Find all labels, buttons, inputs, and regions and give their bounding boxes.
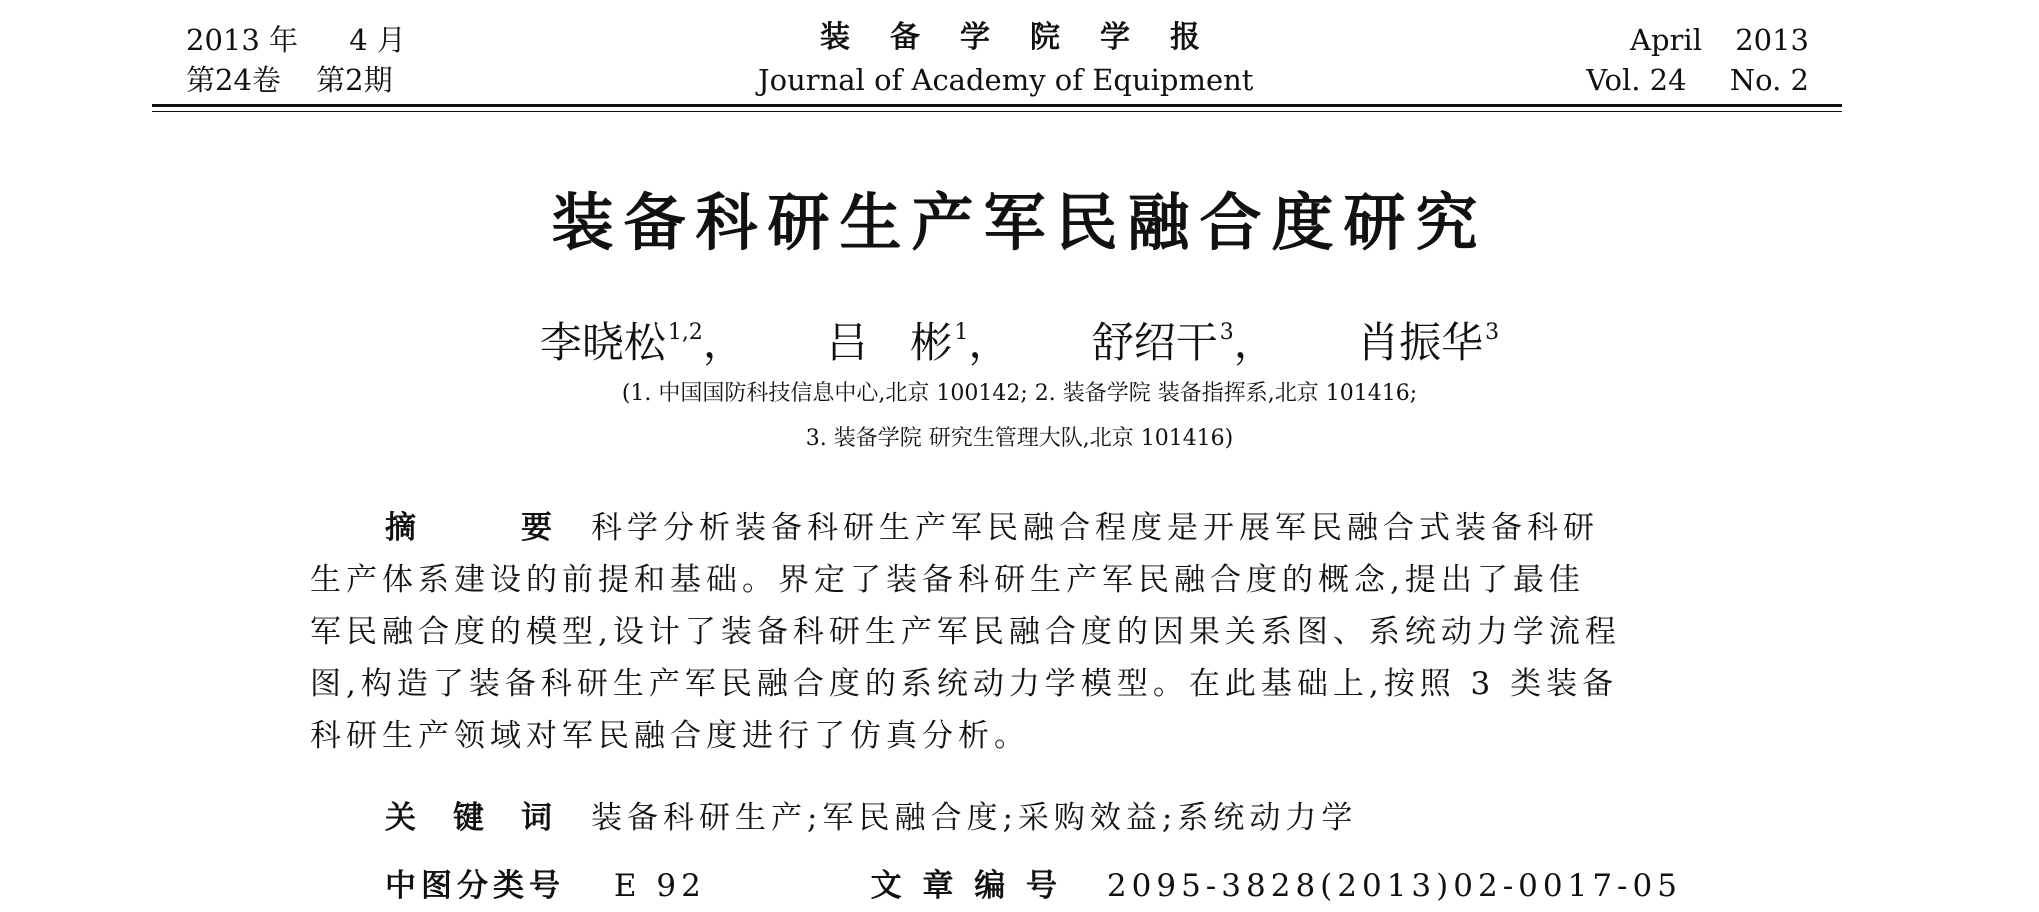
header-volume: 第24卷 bbox=[186, 63, 281, 97]
author-separator: ， bbox=[968, 318, 1011, 367]
author-affiliation-mark: 1,2 bbox=[667, 320, 703, 345]
abstract-line: 军民融合度的模型,设计了装备科研生产军民融合度的因果关系图、系统动力学流程 bbox=[310, 614, 1621, 650]
author-affiliation-mark: 3 bbox=[1219, 320, 1234, 345]
header-rule-thin bbox=[152, 111, 1842, 112]
abstract-line: 图,构造了装备科研生产军民融合度的系统动力学模型。在此基础上,按照 3 类装备 bbox=[310, 666, 1619, 702]
author-affiliation-mark: 1 bbox=[954, 320, 969, 345]
journal-name-cn: 装备学院学报 bbox=[820, 20, 1240, 55]
author-separator: ， bbox=[702, 318, 745, 367]
header-month: 4 月 bbox=[349, 23, 406, 57]
header-month-en: April bbox=[1630, 23, 1702, 57]
author-name: 肖振华 bbox=[1357, 318, 1484, 367]
clc-value: E 92 bbox=[613, 868, 706, 904]
keywords-line bbox=[385, 792, 1357, 844]
header-year-en: 2013 bbox=[1735, 23, 1809, 57]
keywords-text: 装备科研生产;军民融合度;采购效益;系统动力学 bbox=[591, 800, 1358, 836]
header-vol-en: Vol. 24 bbox=[1586, 63, 1687, 97]
journal-name-en: Journal of Academy of Equipment bbox=[758, 63, 1254, 97]
header-no-en: No. 2 bbox=[1729, 63, 1809, 97]
author-name: 李晓松 bbox=[539, 318, 666, 367]
abstract-label: 摘 要 bbox=[385, 510, 555, 546]
article-number-label: 文 章 编 号 bbox=[870, 868, 1063, 904]
author-list bbox=[0, 305, 2039, 371]
abstract-line: 生产体系建设的前提和基础。界定了装备科研生产军民融合度的概念,提出了最佳 bbox=[310, 562, 1585, 598]
classification-line bbox=[385, 860, 1682, 912]
clc-label: 中图分类号 bbox=[385, 868, 565, 904]
affiliation-line: (1. 中国国防科技信息中心,北京 100142; 2. 装备学院 装备指挥系,北京 101416; bbox=[621, 381, 1418, 406]
author-affiliation-mark: 3 bbox=[1485, 320, 1500, 345]
keywords-label: 关 键 词 bbox=[385, 800, 555, 836]
article-number-value: 2095-3828(2013)02-0017-05 bbox=[1106, 868, 1682, 904]
header-volume-en bbox=[1586, 62, 1809, 98]
author-name: 吕 彬 bbox=[826, 318, 953, 367]
header-volume-issue bbox=[186, 62, 393, 98]
author-name: 舒绍干 bbox=[1091, 318, 1218, 367]
paper-title: 装备科研生产军民融合度研究 bbox=[551, 186, 1488, 259]
header-date-en bbox=[1630, 22, 1809, 58]
header-rule-thick bbox=[152, 104, 1842, 107]
header-year: 2013 年 bbox=[186, 23, 299, 57]
header-issue: 第2期 bbox=[316, 63, 393, 97]
abstract-line: 科研生产领域对军民融合度进行了仿真分析。 bbox=[310, 718, 1030, 754]
author-separator: ， bbox=[1233, 318, 1276, 367]
affiliation-line: 3. 装备学院 研究生管理大队,北京 101416) bbox=[805, 426, 1234, 451]
abstract-line bbox=[385, 502, 1599, 554]
header-date bbox=[186, 22, 406, 58]
abstract-text: 科学分析装备科研生产军民融合程度是开展军民融合式装备科研 bbox=[591, 510, 1599, 546]
